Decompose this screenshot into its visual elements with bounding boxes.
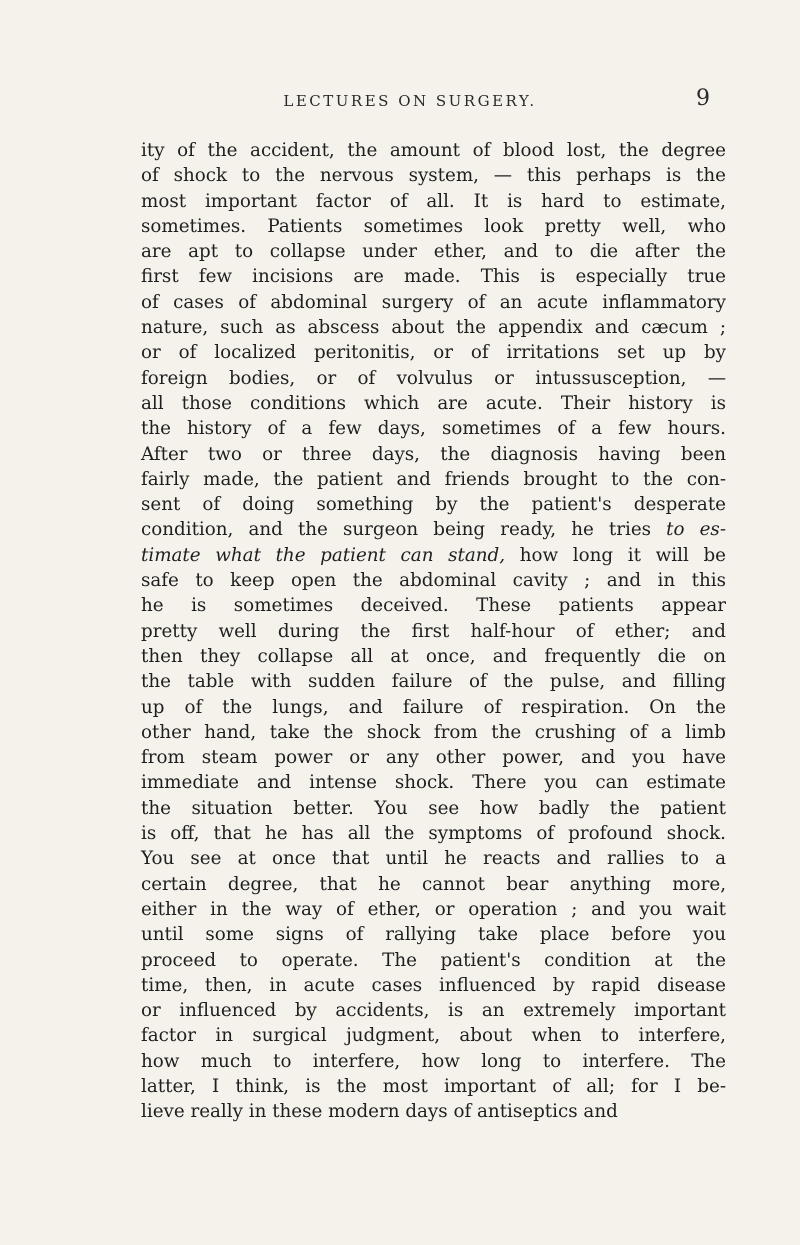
text-line: from steam power or any other power, and you have [141, 747, 726, 769]
text-line: or influenced by accidents, is an extremely important [141, 1000, 726, 1022]
text-line: After two or three days, the diagnosis having been [141, 443, 726, 465]
running-title: LECTURES ON SURGERY. [283, 92, 537, 110]
text-line: up of the lungs, and failure of respiration. On the [141, 696, 726, 718]
text-line: is off, that he has all the symptoms of profound shock. [141, 823, 726, 845]
text-line: ity of the accident, the amount of blood lost, the degree [141, 140, 726, 161]
text-line: the situation better. You see how badly the patient [141, 797, 726, 819]
text-line: immediate and intense shock. There you can estimate [141, 772, 726, 794]
text-line: of cases of abdominal surgery of an acute inflammatory [141, 291, 726, 313]
text-run: how long it will be [505, 544, 726, 566]
text-line: lieve really in these modern days of antiseptics and [141, 1101, 618, 1123]
text-line: You see at once that until he reacts and rallies to a [141, 848, 726, 870]
text-line: fairly made, the patient and friends brought to the con- [141, 468, 726, 490]
text-line: other hand, take the shock from the crushing of a limb [141, 721, 726, 743]
text-line: certain degree, that he cannot bear anything more, [141, 873, 726, 895]
text-line: time, then, in acute cases influenced by rapid disease [141, 974, 726, 996]
text-line: proceed to operate. The patient's condition at the [141, 949, 726, 971]
text-line: all those conditions which are acute. Their history is [141, 392, 726, 414]
text-line: then they collapse all at once, and frequently die on [141, 645, 726, 667]
text-line: either in the way of ether, or operation ; and you wait [141, 898, 726, 920]
text-line: factor in surgical judgment, about when to interfere, [141, 1025, 726, 1047]
text-line: most important factor of all. It is hard to estimate, [141, 190, 726, 212]
italic-text: to es- [666, 519, 726, 541]
text-line: the table with sudden failure of the pulse, and filling [141, 671, 726, 693]
text-line: he is sometimes deceived. These patients appear [141, 595, 726, 617]
text-line: foreign bodies, or of volvulus or intussusception, — [141, 367, 726, 389]
text-line: until some signs of rallying take place before you [141, 924, 726, 946]
text-run: condition, and the surgeon being ready, he tries [141, 519, 667, 541]
text-line: nature, such as abscess about the appendix and cæcum ; [141, 317, 726, 339]
page-number: 9 [696, 86, 710, 111]
body-text [141, 138, 726, 1125]
text-line: of shock to the nervous system, — this perhaps is the [141, 165, 726, 187]
text-line: pretty well during the first half-hour of ether; and [141, 620, 726, 642]
text-line: latter, I think, is the most important of all; for I be- [141, 1075, 726, 1097]
text-line: or of localized peritonitis, or of irritations set up by [141, 342, 726, 364]
text-line [141, 517, 726, 542]
text-line: are apt to collapse under ether, and to die after the [141, 241, 726, 263]
text-line: sent of doing something by the patient's desperate [141, 494, 726, 516]
text-line: sometimes. Patients sometimes look pretty well, who [141, 215, 726, 237]
text-line: safe to keep open the abdominal cavity ; and in this [141, 570, 726, 592]
text-line [141, 543, 726, 568]
text-line: how much to interfere, how long to interfere. The [141, 1050, 726, 1072]
text-line: first few incisions are made. This is especially true [141, 266, 726, 288]
text-line: the history of a few days, sometimes of a few hours. [141, 418, 726, 440]
running-header [140, 86, 710, 114]
italic-text: timate what the patient can stand, [141, 544, 506, 566]
